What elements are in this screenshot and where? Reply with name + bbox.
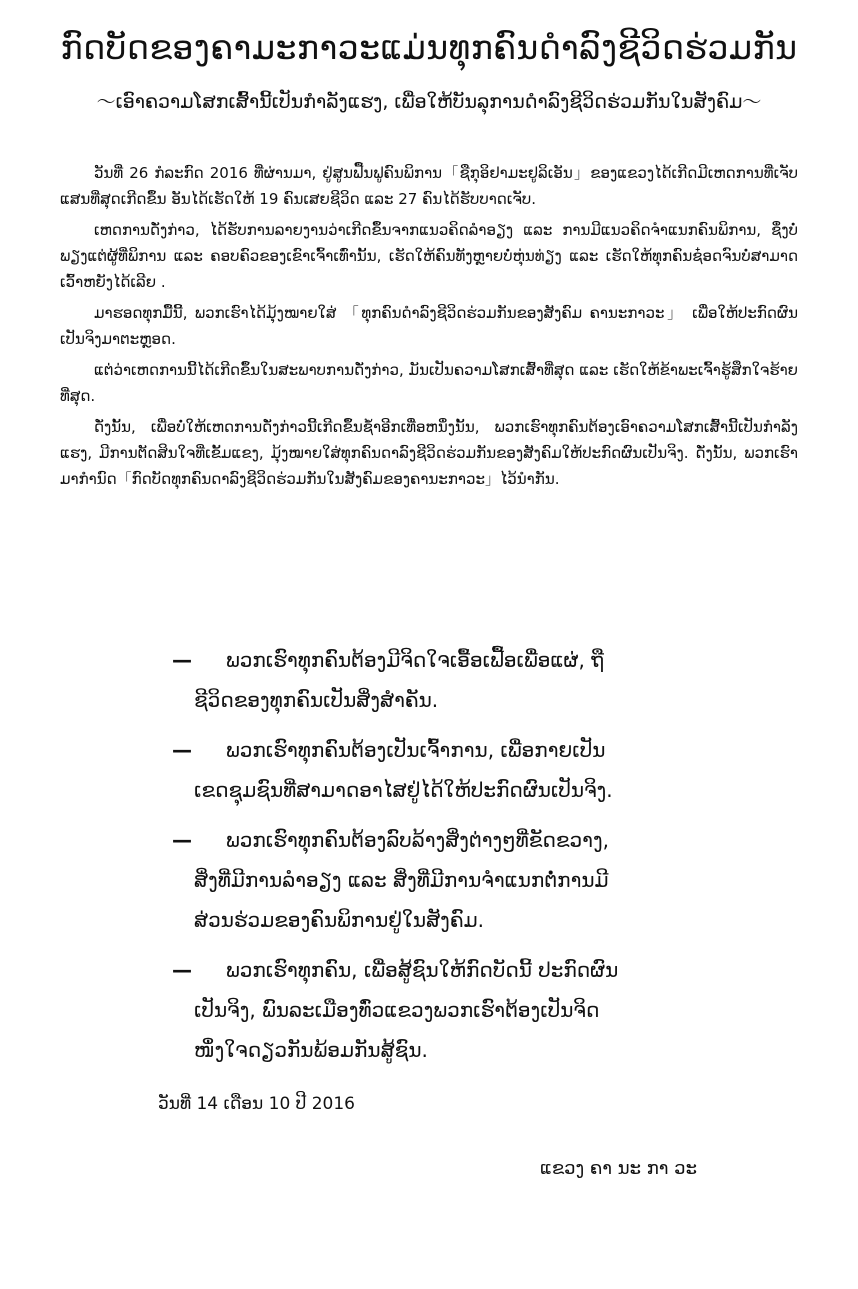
document-date: ວັນທີ່ 14 ເດືອນ 10 ປີ 2016: [158, 1094, 355, 1114]
signature: ແຂວງ ຄາ ນະ ກາ ວະ: [540, 1158, 697, 1179]
paragraph: ດັ່ງນັ້ນ, ເພື່ອບໍ່ໃຫ້ເຫດການດັ່ງກ່າວນີ້ເກີດຂຶ້ນຊ້ຳອີກເທື່ອຫນຶ່ງນັ້ນ, ພວກເຮົາທຸກຄົນຕ້ອງເອົາຄວາມໂສກເສົ້ານີ້ເປັນກຳລັງແຮງ, ມີການຕັດສິນໃຈທີ່ເຂັ້ມແຂງ, ມຸ້ງໝາຍໃສ່ທຸກຄົນດາລົງຊີວິດຮ່ວມກັນຂອງສັງຄົມໃຫ້ປະກົດຜົນເປັນຈິງ. ດັ່ງນັ້ນ, ພວກເຮົາມາກໍານົດ「ກົດບັດທຸກຄົນດາລົງຊີວິດຮ່ວມກັນໃນສັງຄົມຂອງຄານະກາວະ」ໄວ້ນໍາກັນ.: [60, 418, 798, 488]
pledge-line: ເປັນຈິງ, ພົນລະເມືອງທົ່ວແຂວງພວກເຮົາຕ້ອງເປັນຈິດ: [194, 998, 600, 1022]
pledge-line: ເຂດຊຸມຊົນທີ່ສາມາດອາໄສຢູ່ໄດ້ໃຫ້ປະກົດຜົນເປັນຈິງ.: [194, 778, 613, 802]
pledge-line: ສິ່ງທີ່ມີການລຳອຽງ ແລະ ສິ່ງທີ່ມີການຈຳແນກຕໍ່ການມີ: [194, 868, 609, 892]
pledge-item: [172, 640, 692, 720]
pledge-line: ພວກເຮົາທຸກຄົນຕ້ອງເປັນເຈົ້າການ, ເພື່ອກາຍເປັນ: [226, 738, 606, 762]
pledge-list: [172, 640, 692, 1080]
paragraph: ວັນທີ່ 26 ກໍລະກົດ 2016 ທີ່ຜ່ານມາ, ຢູ່ສູນຟື້ນຟູຄົນພິການ「ຊືກຸອິຢາມະຢູລິເອັນ」ຂອງແຂວງໄດ້ເກີດມີເຫດການທີ່ເຈັບແສນທີ່ສຸດເກີດຂຶ້ນ ອັນໄດ້ເຮັດໃຫ້ 19 ຄົນເສຍຊີວິດ ແລະ 27 ຄົນໄດ້ຮັບບາດເຈັບ.: [60, 164, 798, 208]
dash-bullet: —: [172, 958, 192, 982]
dash-bullet: —: [172, 648, 192, 672]
pledge-line: ພວກເຮົາທຸກຄົນ, ເພື່ອສູ້ຊົນໃຫ້ກົດບັດນີ້ ປະກົດຜົນ: [226, 958, 619, 982]
pledge-line: ສ່ວນຮ່ວມຂອງຄົນພິການຢູ່ໃນສັງຄົມ.: [194, 908, 484, 932]
body-text: [60, 160, 798, 497]
document-subtitle: 〜ເອົາຄວາມໂສກເສົ້ານີ້ເປັນກຳລັງແຮງ, ເພື່ອໃຫ້ບັນລຸການດຳລົງຊີວິດຮ່ວມກັນໃນສັງຄົມ〜: [96, 91, 762, 113]
pledge-line: ໜຶ່ງໃຈດຽວກັນພ້ອມກັນສູ້ຊົນ.: [194, 1038, 428, 1062]
pledge-item: [172, 820, 692, 940]
pledge-line: ພວກເຮົາທຸກຄົນຕ້ອງມີຈິດໃຈເອື້ອເຟື້ອເພື່ອແຜ່, ຖື: [226, 648, 605, 672]
dash-bullet: —: [172, 828, 192, 852]
paragraph: ແຕ່ວ່າເຫດການນີ້ໄດ້ເກີດຂຶ້ນໃນສະພາບການດັ່ງກ່າວ, ມັນເປັນຄວາມໂສກເສົ້າທີ່ສຸດ ແລະ ເຮັດໃຫ້ຂ້າພະເຈົ້າຮູ້ສຶກໃຈຮ້າຍທີ່ສຸດ.: [60, 361, 798, 405]
pledge-item: [172, 950, 692, 1070]
paragraph: ມາຮອດທຸກມື້ນີ້, ພວກເຮົາໄດ້ມຸ້ງໝາຍໃສ່ 「ທຸກຄົນດຳລົງຊີວິດຮ່ວມກັນຂອງສັງຄົມ ຄານະກາວະ」 ເພື່ອໃຫ້ປະກົດຜົນເປັນຈິງມາຕະຫຼອດ.: [60, 304, 798, 348]
pledge-line: ຊີວິດຂອງທຸກຄົນເປັນສິ່ງສຳຄັນ.: [194, 688, 439, 712]
document-title: ກົດບັດຂອງຄາມະກາວະແມ່ນທຸກຄົນດຳລົງຊີວິດຮ່ວມກັນ: [60, 28, 798, 67]
paragraph: ເຫດການດັ່ງກ່າວ, ໄດ້ຮັບການລາຍງານວ່າເກີດຂຶ້ນຈາກແນວຄິດລໍາອຽງ ແລະ ການມີແນວຄິດຈໍາແນກຄົນພິການ, ຊຶ່ງບໍ່ພຽງແຕ່ຜູ້ທີ່ພິການ ແລະ ຄອບຄົວຂອງເຂົາເຈົ້າເທົ່ານັ້ນ, ເຮັດໃຫ້ຄົນທັງຫຼາຍບໍ່ຫຸ່ນທ່ຽງ ແລະ ເຮັດໃຫ້ທຸກຄົນຊ໋ອດຈົນບໍ່ສາມາດເວົ້າຫຍັງໄດ້ເລີຍ .: [60, 221, 798, 291]
pledge-line: ພວກເຮົາທຸກຄົນຕ້ອງລົບລ້າງສິ່ງຕ່າງໆທີ່ຂັດຂວາງ,: [226, 828, 609, 852]
dash-bullet: —: [172, 738, 192, 762]
pledge-item: [172, 730, 692, 810]
